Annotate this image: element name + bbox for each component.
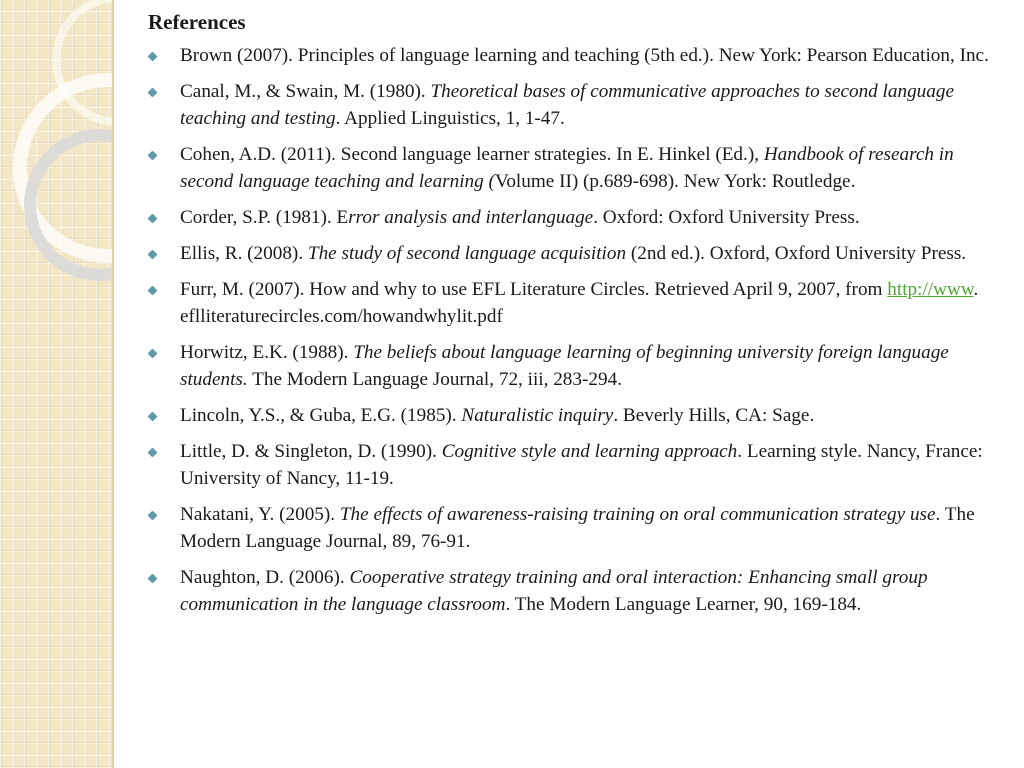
decorative-rings: [0, 0, 112, 768]
bullet-icon: [148, 574, 158, 584]
bullet-icon: [148, 88, 158, 98]
reference-text: Brown (2007). Principles of language learning and teaching (5th ed.). New York: Pearson Education, Inc.: [180, 45, 989, 66]
reference-text: Little, D. & Singleton, D. (1990).: [180, 441, 442, 462]
slide-content: [148, 8, 1008, 627]
bullet-icon: [148, 511, 158, 521]
reference-item: [148, 240, 1008, 267]
reference-item: [148, 339, 1008, 393]
reference-text: . eflliteraturecircles.com/howandwhylit.pdf: [180, 279, 979, 327]
bullet-icon: [148, 286, 158, 296]
reference-item: [148, 141, 1008, 195]
reference-text: . Beverly Hills, CA: Sage.: [613, 405, 815, 426]
reference-title: Handbook of research in second language teaching and learning (: [180, 144, 954, 192]
reference-item: [148, 564, 1008, 618]
reference-title: Cooperative strategy training and oral interaction: Enhancing small group communication in the language classroom: [180, 567, 928, 615]
reference-item: [148, 501, 1008, 555]
reference-title: rror analysis and interlanguage: [348, 207, 594, 228]
references-heading: References: [148, 10, 246, 34]
bullet-icon: [148, 448, 158, 458]
reference-text: Volume II) (p.689-698). New York: Routledge.: [494, 171, 856, 192]
side-panel-edge: [112, 0, 114, 768]
reference-text: The Modern Language Journal, 72, iii, 283-294.: [247, 369, 622, 390]
reference-item: [148, 78, 1008, 132]
reference-text: (2nd ed.). Oxford, Oxford University Press.: [626, 243, 967, 264]
reference-text: Cohen, A.D. (2011). Second language learner strategies. In E. Hinkel (Ed.),: [180, 144, 764, 165]
reference-title: The effects of awareness-raising training on oral communication strategy use: [339, 504, 936, 525]
bullet-icon: [148, 214, 158, 224]
reference-title: Theoretical bases of communicative approaches to second language teaching and testing: [180, 81, 954, 129]
reference-title: The study of second language acquisition: [307, 243, 627, 264]
reference-item: [148, 438, 1008, 492]
reference-text: . The Modern Language Learner, 90, 169-184.: [505, 594, 862, 615]
reference-text: . The Modern Language Journal, 89, 76-91.: [180, 504, 975, 552]
reference-text: Lincoln, Y.S., & Guba, E.G. (1985).: [180, 405, 462, 426]
reference-text: Ellis, R. (2008).: [180, 243, 308, 264]
reference-text: Naughton, D. (2006).: [180, 567, 350, 588]
reference-text: . Applied Linguistics, 1, 1-47.: [335, 108, 565, 129]
bullet-icon: [148, 412, 158, 422]
reference-text: Furr, M. (2007). How and why to use EFL Literature Circles. Retrieved April 9, 2007, from: [180, 279, 888, 300]
bullet-icon: [148, 250, 158, 260]
reference-item: [148, 402, 1008, 429]
bullet-icon: [148, 52, 158, 62]
reference-text: Horwitz, E.K. (1988).: [180, 342, 354, 363]
reference-text: Canal, M., & Swain, M. (1980).: [180, 81, 431, 102]
reference-item: [148, 42, 1008, 69]
reference-text: . Learning style. Nancy, France: University of Nancy, 11-19.: [180, 441, 983, 489]
references-list: [148, 42, 1008, 618]
reference-text: Corder, S.P. (1981). E: [180, 207, 349, 228]
reference-title: Naturalistic inquiry: [461, 405, 614, 426]
reference-text: Nakatani, Y. (2005).: [180, 504, 340, 525]
bullet-icon: [148, 151, 158, 161]
reference-item: [148, 276, 1008, 330]
reference-title: The beliefs about language learning of beginning university foreign language students.: [180, 342, 949, 390]
decorative-side-panel: [0, 0, 112, 768]
reference-item: [148, 204, 1008, 231]
bullet-icon: [148, 349, 158, 359]
reference-link[interactable]: http://www: [887, 279, 974, 300]
reference-title: Cognitive style and learning approach: [441, 441, 738, 462]
reference-text: . Oxford: Oxford University Press.: [593, 207, 860, 228]
